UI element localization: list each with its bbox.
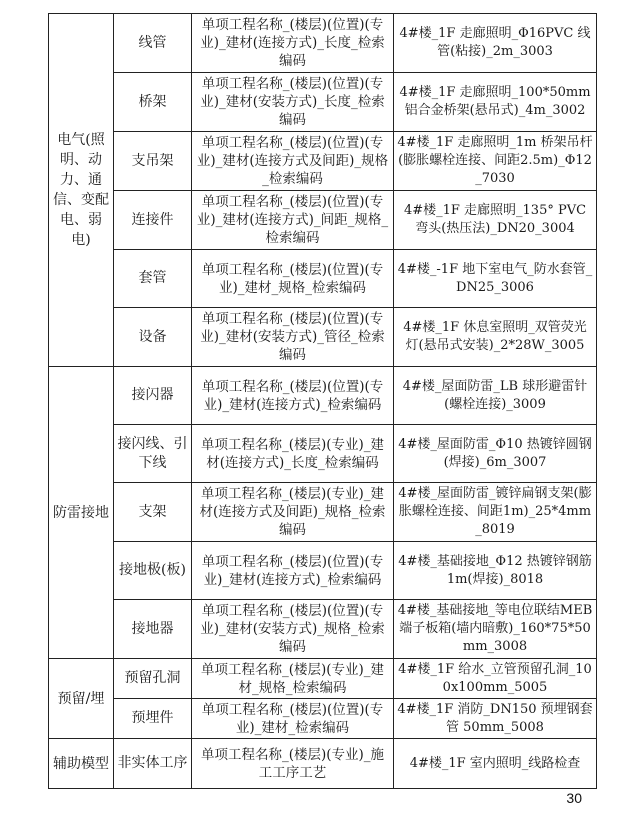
example-cell: 4#楼_1F 走廊照明_135° PVC 弯头(热压法)_DN20_3004 xyxy=(394,191,597,250)
table-row xyxy=(49,367,597,425)
table-row xyxy=(49,542,597,600)
item-name-cell: 非实体工序 xyxy=(114,739,192,789)
item-name-cell: 支吊架 xyxy=(114,132,192,191)
item-name-cell: 接地器 xyxy=(114,600,192,659)
item-name-cell: 套管 xyxy=(114,250,192,308)
example-cell: 4#楼_基础接地_等电位联结MEB 端子板箱(墙内暗敷)_160*75*50mm_3008 xyxy=(394,600,597,659)
example-cell: 4#楼_屋面防雷_LB 球形避雷针(螺栓连接)_3009 xyxy=(394,367,597,425)
example-cell: 4#楼_基础接地_Φ12 热镀锌钢筋 1m(焊接)_8018 xyxy=(394,542,597,600)
table-row xyxy=(49,739,597,789)
naming-rule-cell: 单项工程名称_(楼层)(位置)(专业)_建材(连接方式)_间距_规格_检索编码 xyxy=(192,191,394,250)
naming-rule-cell: 单项工程名称_(楼层)(位置)(专业)_建材(连接方式及间距)_规格_检索编码 xyxy=(192,132,394,191)
item-name-cell: 接闪线、引下线 xyxy=(114,425,192,483)
example-cell: 4#楼_1F 室内照明_线路检查 xyxy=(394,739,597,789)
table-row xyxy=(49,250,597,308)
category-cell: 预留/埋 xyxy=(49,659,114,739)
item-name-cell: 线管 xyxy=(114,14,192,73)
naming-rule-cell: 单项工程名称_(楼层)(位置)(专业)_建材(安装方式)_长度_检索编码 xyxy=(192,73,394,132)
example-cell: 4#楼_-1F 地下室电气_防水套管_DN25_3006 xyxy=(394,250,597,308)
naming-rule-cell: 单项工程名称_(楼层)(位置)(专业)_建材(连接方式)_长度_检索编码 xyxy=(192,14,394,73)
table-row xyxy=(49,132,597,191)
table-row xyxy=(49,73,597,132)
category-cell: 辅助模型 xyxy=(49,739,114,789)
item-name-cell: 桥架 xyxy=(114,73,192,132)
naming-rule-cell: 单项工程名称_(楼层)(位置)(专业)_建材(连接方式)_检索编码 xyxy=(192,542,394,600)
item-name-cell: 连接件 xyxy=(114,191,192,250)
item-name-cell: 预留孔洞 xyxy=(114,659,192,699)
item-name-cell: 接地极(板) xyxy=(114,542,192,600)
category-cell: 电气(照明、动力、通信、变配电、弱电) xyxy=(49,14,114,367)
example-cell: 4#楼_1F 走廊照明_Φ16PVC 线管(粘接)_2m_3003 xyxy=(394,14,597,73)
example-cell: 4#楼_1F 走廊照明_1m 桥架吊杆(膨胀螺栓连接、间距2.5m)_Φ12_7030 xyxy=(394,132,597,191)
table-row xyxy=(49,14,597,73)
item-name-cell: 设备 xyxy=(114,308,192,367)
item-name-cell: 预埋件 xyxy=(114,699,192,739)
table-row xyxy=(49,659,597,699)
naming-rule-cell: 单项工程名称_(楼层)(位置)(专业)_建材(安装方式)_规格_检索编码 xyxy=(192,600,394,659)
table-row xyxy=(49,699,597,739)
table-row xyxy=(49,308,597,367)
table-row xyxy=(49,483,597,542)
naming-rule-cell: 单项工程名称_(楼层)(位置)(专业)_建材_规格_检索编码 xyxy=(192,250,394,308)
naming-rule-cell: 单项工程名称_(楼层)(位置)(专业)_建材(连接方式)_检索编码 xyxy=(192,367,394,425)
example-cell: 4#楼_屋面防雷_镀锌扁钢支架(膨胀螺栓连接、间距1m)_25*4mm_8019 xyxy=(394,483,597,542)
example-cell: 4#楼_1F 走廊照明_100*50mm 铝合金桥架(悬吊式)_4m_3002 xyxy=(394,73,597,132)
naming-rule-cell: 单项工程名称_(楼层)(专业)_建材(连接方式)_长度_检索编码 xyxy=(192,425,394,483)
category-cell: 防雷接地 xyxy=(49,367,114,659)
example-cell: 4#楼_屋面防雷_Φ10 热镀锌圆钢(焊接)_6m_3007 xyxy=(394,425,597,483)
naming-rules-table xyxy=(48,13,597,789)
item-name-cell: 支架 xyxy=(114,483,192,542)
table-row xyxy=(49,425,597,483)
table-row xyxy=(49,191,597,250)
example-cell: 4#楼_1F 休息室照明_双管荧光灯(悬吊式安装)_2*28W_3005 xyxy=(394,308,597,367)
example-cell: 4#楼_1F 消防_DN150 预埋钢套管 50mm_5008 xyxy=(394,699,597,739)
naming-rule-cell: 单项工程名称_(楼层)(专业)_施工工序工艺 xyxy=(192,739,394,789)
table-row xyxy=(49,600,597,659)
example-cell: 4#楼_1F 给水_立管预留孔洞_100x100mm_5005 xyxy=(394,659,597,699)
naming-rule-cell: 单项工程名称_(楼层)(位置)(专业)_建材_检索编码 xyxy=(192,699,394,739)
page-number: 30 xyxy=(566,790,582,806)
naming-rule-cell: 单项工程名称_(楼层)(专业)_建材(连接方式及间距)_规格_检索编码 xyxy=(192,483,394,542)
naming-rule-cell: 单项工程名称_(楼层)(位置)(专业)_建材(安装方式)_管径_检索编码 xyxy=(192,308,394,367)
item-name-cell: 接闪器 xyxy=(114,367,192,425)
naming-rule-cell: 单项工程名称_(楼层)(专业)_建材_规格_检索编码 xyxy=(192,659,394,699)
